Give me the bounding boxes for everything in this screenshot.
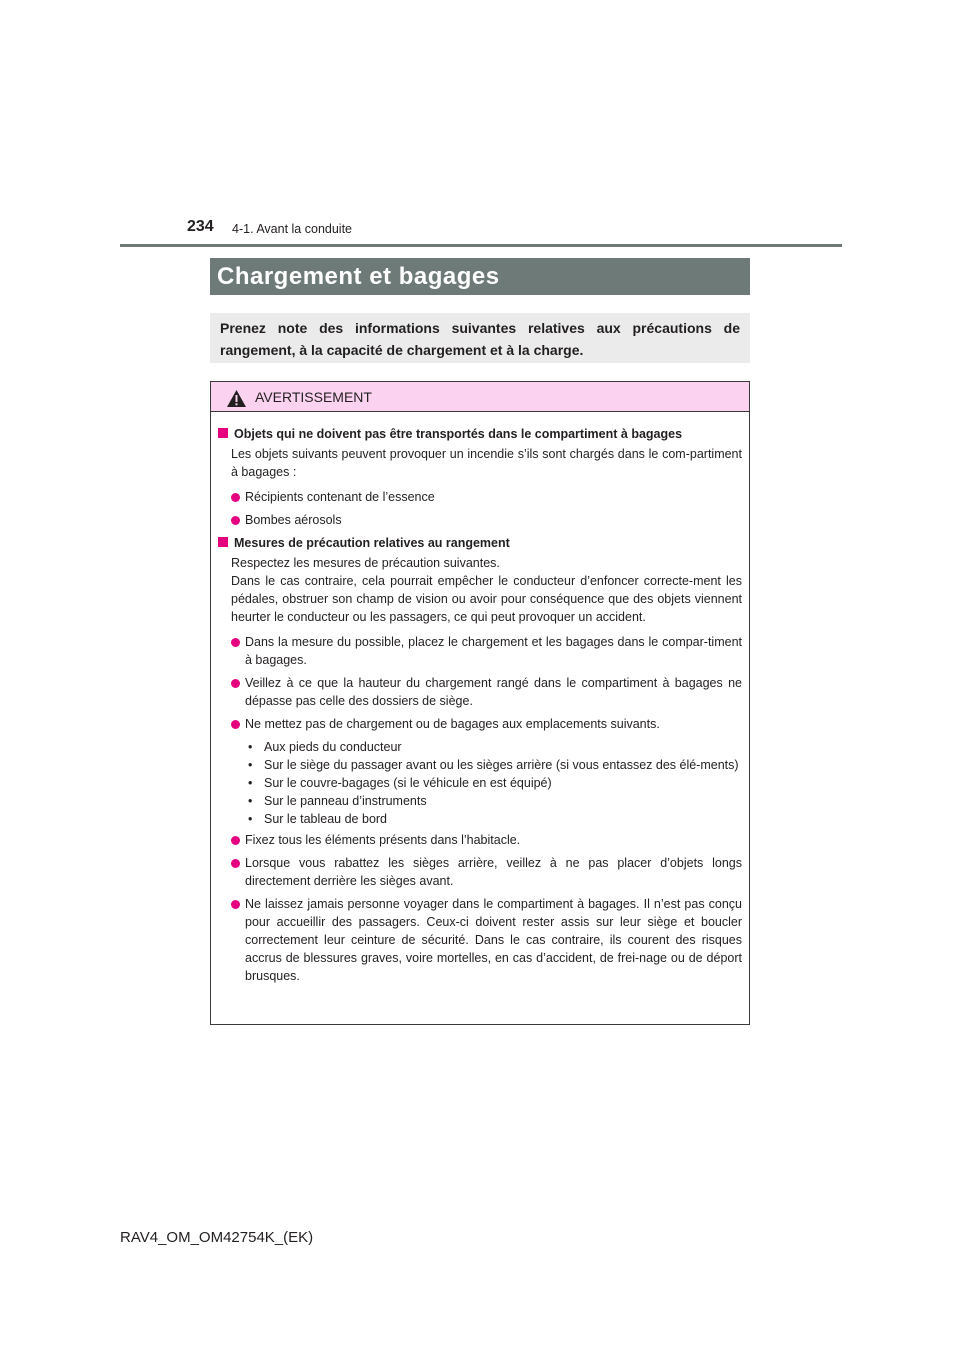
warning-header	[211, 382, 749, 412]
sub-list-item	[248, 738, 742, 756]
round-bullet-icon	[231, 831, 245, 849]
list-item-text: Dans la mesure du possible, placez le chargement et les bagages dans le compar-timent à bagages.	[245, 635, 742, 667]
page-number: 234	[187, 218, 214, 235]
section-heading-text: Mesures de précaution relatives au rangement	[234, 536, 510, 550]
round-bullet-icon	[231, 633, 245, 669]
sub-list-text: Aux pieds du conducteur	[264, 740, 402, 754]
round-bullet-icon	[231, 895, 245, 985]
list-item	[231, 854, 742, 890]
sub-list-marker: •	[248, 776, 253, 790]
list-item	[231, 488, 742, 506]
intro-box: Prenez note des informations suivantes relatives aux précautions de rangement, à la capacité de chargement et à la charge.	[210, 313, 750, 363]
round-bullet-icon	[231, 511, 245, 529]
list-item	[231, 895, 742, 985]
list-item-text: Ne laissez jamais personne voyager dans le compartiment à bagages. Il n’est pas conçu pour accueillir des passagers. Ceux-ci doivent rester assis sur leur siège et boucler correctement leur ceinture de sécurité. Dans le cas contraire, ils courent des risques accrus de blessures graves, voire mortelles, en cas d’accident, de frei-nage ou de déport brusques.	[245, 897, 742, 983]
sub-list-marker: •	[248, 740, 253, 754]
square-bullet-icon	[218, 534, 229, 545]
sub-list-marker: •	[248, 812, 253, 826]
warning-body	[211, 412, 749, 985]
round-bullet-icon	[231, 715, 245, 733]
warning-box	[210, 381, 750, 1025]
sub-list-text: Sur le couvre-bagages (si le véhicule en est équipé)	[264, 776, 552, 790]
sub-list-item	[248, 810, 742, 828]
list-item-text: Ne mettez pas de chargement ou de bagages aux emplacements suivants.	[245, 717, 660, 731]
round-bullet-icon	[231, 854, 245, 890]
section-text: Dans le cas contraire, cela pourrait empêcher le conducteur d’enfoncer correcte-ment les pédales, obstruer son champ de vision ou avoir pour conséquence que des objets viennent heurter le conducteur ou les passagers, ce qui peut provoquer un accident.	[231, 574, 742, 624]
warning-title: AVERTISSEMENT	[255, 389, 372, 405]
footer-document-code: RAV4_OM_OM42754K_(EK)	[120, 1229, 314, 1246]
section-heading	[218, 425, 742, 443]
sub-list-text: Sur le siège du passager avant ou les sièges arrière (si vous entassez des élé-ments)	[264, 758, 739, 772]
header-rule	[120, 244, 842, 247]
sub-list-item	[248, 756, 742, 774]
list-item	[231, 633, 742, 669]
round-bullet-icon	[231, 488, 245, 506]
sub-list-text: Sur le tableau de bord	[264, 812, 388, 826]
list-item	[231, 511, 742, 529]
list-item	[231, 831, 742, 849]
square-bullet-icon	[218, 425, 229, 436]
warning-triangle-icon	[226, 389, 247, 408]
section-text: Les objets suivants peuvent provoquer un incendie s’ils sont chargés dans le com-partiment à bagages :	[231, 447, 742, 479]
page-title: Chargement et bagages	[210, 258, 750, 295]
list-item-text: Récipients contenant de l’essence	[245, 490, 435, 504]
sub-list-marker: •	[248, 794, 253, 808]
sub-list-item	[248, 774, 742, 792]
section-text: Respectez les mesures de précaution suivantes.	[231, 556, 500, 570]
round-bullet-icon	[231, 674, 245, 710]
section-heading	[218, 534, 742, 552]
list-item-text: Fixez tous les éléments présents dans l’habitacle.	[245, 833, 521, 847]
list-item-text: Bombes aérosols	[245, 513, 342, 527]
section-label: 4-1. Avant la conduite	[232, 222, 352, 236]
sub-list-item	[248, 792, 742, 810]
list-item-text: Veillez à ce que la hauteur du chargement rangé dans le compartiment à bagages ne dépasse pas celle des dossiers de siège.	[245, 676, 742, 708]
sub-list-marker: •	[248, 758, 253, 772]
list-item-text: Lorsque vous rabattez les sièges arrière, veillez à ne pas placer d’objets longs directement derrière les sièges avant.	[245, 856, 742, 888]
list-item	[231, 674, 742, 710]
list-item	[231, 715, 742, 733]
section-heading-text: Objets qui ne doivent pas être transportés dans le compartiment à bagages	[234, 427, 683, 441]
sub-list-text: Sur le panneau d’instruments	[264, 794, 427, 808]
